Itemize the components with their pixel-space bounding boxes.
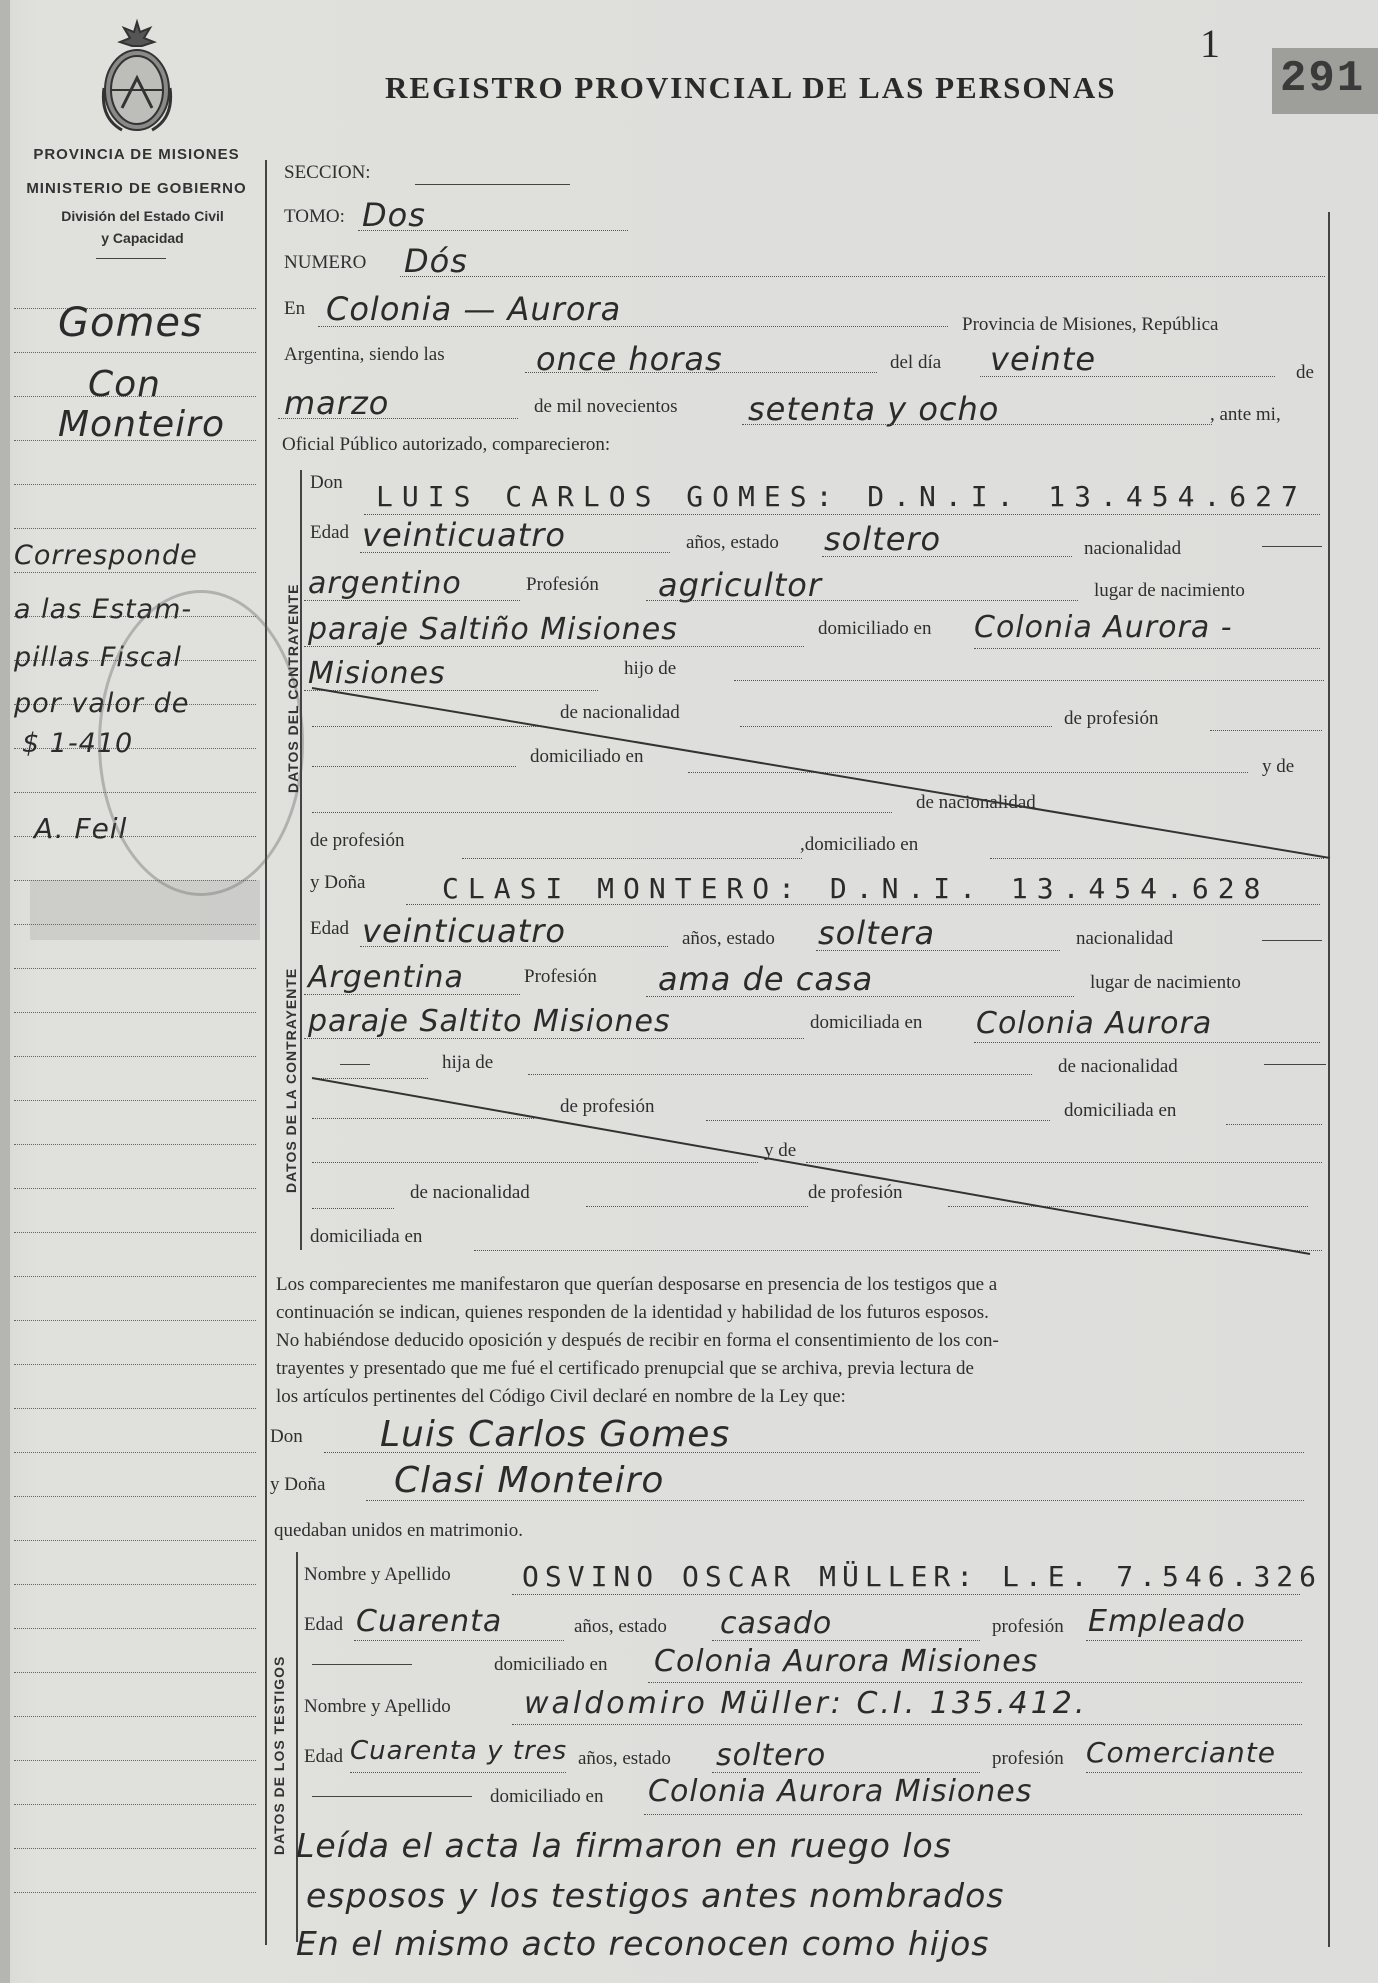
groom-nacionalidad-label: nacionalidad bbox=[1084, 538, 1182, 559]
groom-de-profesion-2-label: de profesión bbox=[310, 830, 405, 851]
declaration-line-5: los artículos pertinentes del Código Civil declaré en nombre de la Ley que: bbox=[276, 1386, 846, 1407]
bride-domiciliada-en-2-label: domiciliada en bbox=[310, 1226, 423, 1247]
bride-y-de-label: y de bbox=[764, 1140, 797, 1161]
groom-name-value: LUIS CARLOS GOMES: D.N.I. 13.454.627 bbox=[376, 480, 1307, 513]
year-value: setenta y ocho bbox=[748, 390, 1000, 428]
witness-2-age-line bbox=[350, 1772, 566, 1773]
witness-2-domicile-value: Colonia Aurora Misiones bbox=[648, 1774, 1033, 1809]
groom-domicile-value: Colonia Aurora - bbox=[974, 610, 1233, 645]
witness-1-age-line bbox=[354, 1640, 564, 1641]
declaration-line-1: Los comparecientes me manifestaron que querían desposarse en presencia de los testigos que a bbox=[276, 1274, 998, 1295]
groom-birthplace-value: paraje Saltiño Misiones bbox=[308, 612, 678, 647]
bride-de-nacionalidad-2-label: de nacionalidad bbox=[410, 1182, 530, 1203]
place-value: Colonia — Aurora bbox=[326, 290, 622, 328]
groom-de-profesion-label: de profesión bbox=[1064, 708, 1159, 729]
bride-profession-value: ama de casa bbox=[658, 960, 874, 998]
declaration-don-line bbox=[324, 1452, 1304, 1453]
ministry-heading: MINISTERIO DE GOBIERNO bbox=[26, 180, 247, 197]
bride-anos-estado-label: años, estado bbox=[682, 928, 775, 949]
witness-1-profesion-label: profesión bbox=[992, 1616, 1064, 1637]
witness-2-domicile-line bbox=[644, 1814, 1302, 1815]
witness-2-edad-label: Edad bbox=[304, 1746, 344, 1767]
de-mil-label: de mil novecientos bbox=[534, 396, 678, 417]
bride-de-profesion-label: de profesión bbox=[560, 1096, 655, 1117]
declaration-closing: quedaban unidos en matrimonio. bbox=[274, 1520, 524, 1541]
closing-note-line-3: En el mismo acto reconocen como hijos bbox=[296, 1924, 990, 1963]
closing-note-line-1: Leída el acta la firmaron en ruego los bbox=[296, 1826, 952, 1865]
bride-nacionalidad-label: nacionalidad bbox=[1076, 928, 1174, 949]
margin-note-5: $ 1-410 bbox=[22, 728, 134, 759]
day-value: veinte bbox=[990, 340, 1097, 378]
groom-don-label: Don bbox=[310, 472, 343, 493]
groom-hijo-label: hijo de bbox=[624, 658, 677, 679]
groom-y-de-label: y de bbox=[1262, 756, 1295, 777]
witness-2-name-value: waldomiro Müller: C.I. 135.412. bbox=[524, 1686, 1088, 1721]
witness-1-name-line bbox=[512, 1594, 1300, 1595]
groom-domiciliado-en-2-label: ,domiciliado en bbox=[800, 834, 919, 855]
witness-2-name-line bbox=[512, 1724, 1302, 1725]
en-label: En bbox=[284, 298, 306, 319]
groom-anos-estado-label: años, estado bbox=[686, 532, 779, 553]
groom-estado-value: soltero bbox=[824, 520, 942, 558]
bride-dona-label: y Doña bbox=[310, 872, 366, 893]
bride-section-label: DATOS DE LA CONTRAYENTE bbox=[283, 967, 299, 1193]
witness-1-domicile-value: Colonia Aurora Misiones bbox=[654, 1644, 1039, 1679]
groom-domiciliado-en-label: domiciliado en bbox=[530, 746, 644, 767]
bride-domicile-value: Colonia Aurora bbox=[976, 1006, 1213, 1041]
witness-1-estado-value: casado bbox=[720, 1606, 833, 1641]
witness-1-domicile-line bbox=[648, 1682, 1302, 1683]
witness-2-domiciliado-label: domiciliado en bbox=[490, 1786, 604, 1807]
argentina-label: Argentina, siendo las bbox=[284, 344, 445, 365]
numero-label: NUMERO bbox=[284, 252, 367, 273]
declaration-dona-value: Clasi Monteiro bbox=[394, 1460, 665, 1501]
declaration-don-label: Don bbox=[270, 1426, 303, 1447]
groom-age-value: veinticuatro bbox=[362, 516, 566, 554]
bride-hija-label: hija de bbox=[442, 1052, 494, 1073]
witness-1-profession-value: Empleado bbox=[1088, 1604, 1246, 1639]
witness-section-label: DATOS DE LOS TESTIGOS bbox=[271, 1655, 287, 1855]
record-number-value: 291 bbox=[1280, 54, 1366, 104]
bride-lugar-label: lugar de nacimiento bbox=[1090, 972, 1241, 993]
provincia-label: Provincia de Misiones, República bbox=[962, 314, 1219, 335]
bride-de-profesion-2-label: de profesión bbox=[808, 1182, 903, 1203]
witness-2-profesion-label: profesión bbox=[992, 1748, 1064, 1769]
closing-note-line-2: esposos y los testigos antes nombrados bbox=[306, 1876, 1005, 1915]
declaration-don-value: Luis Carlos Gomes bbox=[380, 1414, 731, 1455]
declaration-line-2: continuación se indican, quienes responden de la identidad y habilidad de los futuros esposos. bbox=[276, 1302, 989, 1323]
bride-de-nacionalidad-label: de nacionalidad bbox=[1058, 1056, 1178, 1077]
witness-1-name-value: OSVINO OSCAR MÜLLER: L.E. 7.546.326 bbox=[522, 1560, 1323, 1593]
groom-section-label: DATOS DEL CONTRAYENTE bbox=[285, 583, 301, 793]
declaration-dona-label: y Doña bbox=[270, 1474, 326, 1495]
bride-domiciliada-label: domiciliada en bbox=[810, 1012, 923, 1033]
witness-1-anos-estado-label: años, estado bbox=[574, 1616, 667, 1637]
declaration-dona-line bbox=[366, 1500, 1304, 1501]
month-value: marzo bbox=[284, 384, 390, 422]
witness-2-estado-value: soltero bbox=[716, 1738, 827, 1773]
witness-2-dash bbox=[312, 1796, 472, 1797]
margin-note-3: pillas Fiscal bbox=[14, 642, 182, 673]
groom-nationality-value: argentino bbox=[308, 566, 462, 601]
province-heading: PROVINCIA DE MISIONES bbox=[33, 146, 240, 163]
witness-section-bracket bbox=[296, 1552, 298, 1942]
numero-value: Dós bbox=[404, 242, 468, 280]
witness-1-estado-line bbox=[712, 1640, 980, 1641]
margin-name-3: Monteiro bbox=[58, 404, 225, 445]
witness-1-dash bbox=[312, 1664, 412, 1665]
hour-value: once horas bbox=[536, 340, 723, 378]
witness-2-anos-estado-label: años, estado bbox=[578, 1748, 671, 1769]
groom-profesion-label: Profesión bbox=[526, 574, 599, 595]
groom-edad-label: Edad bbox=[310, 522, 350, 543]
margin-note-4: por valor de bbox=[14, 688, 190, 719]
bride-nationality-value: Argentina bbox=[308, 960, 464, 995]
groom-lugar-label: lugar de nacimiento bbox=[1094, 580, 1245, 601]
groom-domicile-value-2: Misiones bbox=[308, 656, 446, 691]
division-line-2: y Capacidad bbox=[101, 230, 184, 246]
witness-1-domiciliado-label: domiciliado en bbox=[494, 1654, 608, 1675]
del-dia-label: del día bbox=[890, 352, 942, 373]
tomo-value: Dos bbox=[362, 196, 426, 234]
witness-2-estado-line bbox=[712, 1772, 980, 1773]
witness-1-profession-line bbox=[1086, 1640, 1302, 1641]
ante-mi-label: , ante mi, bbox=[1210, 404, 1281, 425]
margin-note-1: Corresponde bbox=[14, 540, 198, 571]
bride-domiciliada-en-label: domiciliada en bbox=[1064, 1100, 1177, 1121]
division-line-1: División del Estado Civil bbox=[61, 208, 224, 224]
groom-de-nacionalidad-label: de nacionalidad bbox=[560, 702, 680, 723]
oficial-label: Oficial Público autorizado, comparecieron: bbox=[282, 434, 611, 455]
bride-name-value: CLASI MONTERO: D.N.I. 13.454.628 bbox=[442, 872, 1270, 905]
bride-age-value: veinticuatro bbox=[362, 912, 566, 950]
document-title: REGISTRO PROVINCIAL DE LAS PERSONAS bbox=[385, 70, 1117, 105]
margin-note-6: A. Feil bbox=[34, 812, 128, 845]
tomo-label: TOMO: bbox=[284, 206, 345, 227]
de-label: de bbox=[1296, 362, 1314, 383]
groom-domiciliado-label: domiciliado en bbox=[818, 618, 932, 639]
groom-de-nacionalidad-2-label: de nacionalidad bbox=[916, 792, 1036, 813]
witness-2-nombre-label: Nombre y Apellido bbox=[304, 1696, 451, 1717]
groom-profession-value: agricultor bbox=[658, 566, 823, 604]
witness-2-age-value: Cuarenta y tres bbox=[350, 1736, 568, 1766]
witness-1-age-value: Cuarenta bbox=[356, 1604, 503, 1639]
bride-edad-label: Edad bbox=[310, 918, 350, 939]
margin-name-1: Gomes bbox=[58, 300, 203, 346]
margin-name-2: Con bbox=[88, 364, 161, 405]
witness-1-nombre-label: Nombre y Apellido bbox=[304, 1564, 451, 1585]
seccion-label: SECCION: bbox=[284, 162, 371, 183]
bride-estado-value: soltera bbox=[818, 914, 936, 952]
bride-profesion-label: Profesión bbox=[524, 966, 597, 987]
bride-birthplace-value: paraje Saltito Misiones bbox=[308, 1004, 671, 1039]
page-number: 1 bbox=[1200, 21, 1220, 66]
margin-note-2: a las Estam- bbox=[14, 594, 193, 625]
witness-2-profession-value: Comerciante bbox=[1086, 1736, 1276, 1769]
witness-1-edad-label: Edad bbox=[304, 1614, 344, 1635]
declaration-line-3: No habiéndose deducido oposición y después de recibir en forma el consentimiento de los con- bbox=[276, 1330, 999, 1351]
declaration-line-4: trayentes y presentado que me fué el certificado prenupcial que se archiva, previa lectura de bbox=[276, 1358, 974, 1379]
witness-2-profession-line bbox=[1086, 1772, 1302, 1773]
